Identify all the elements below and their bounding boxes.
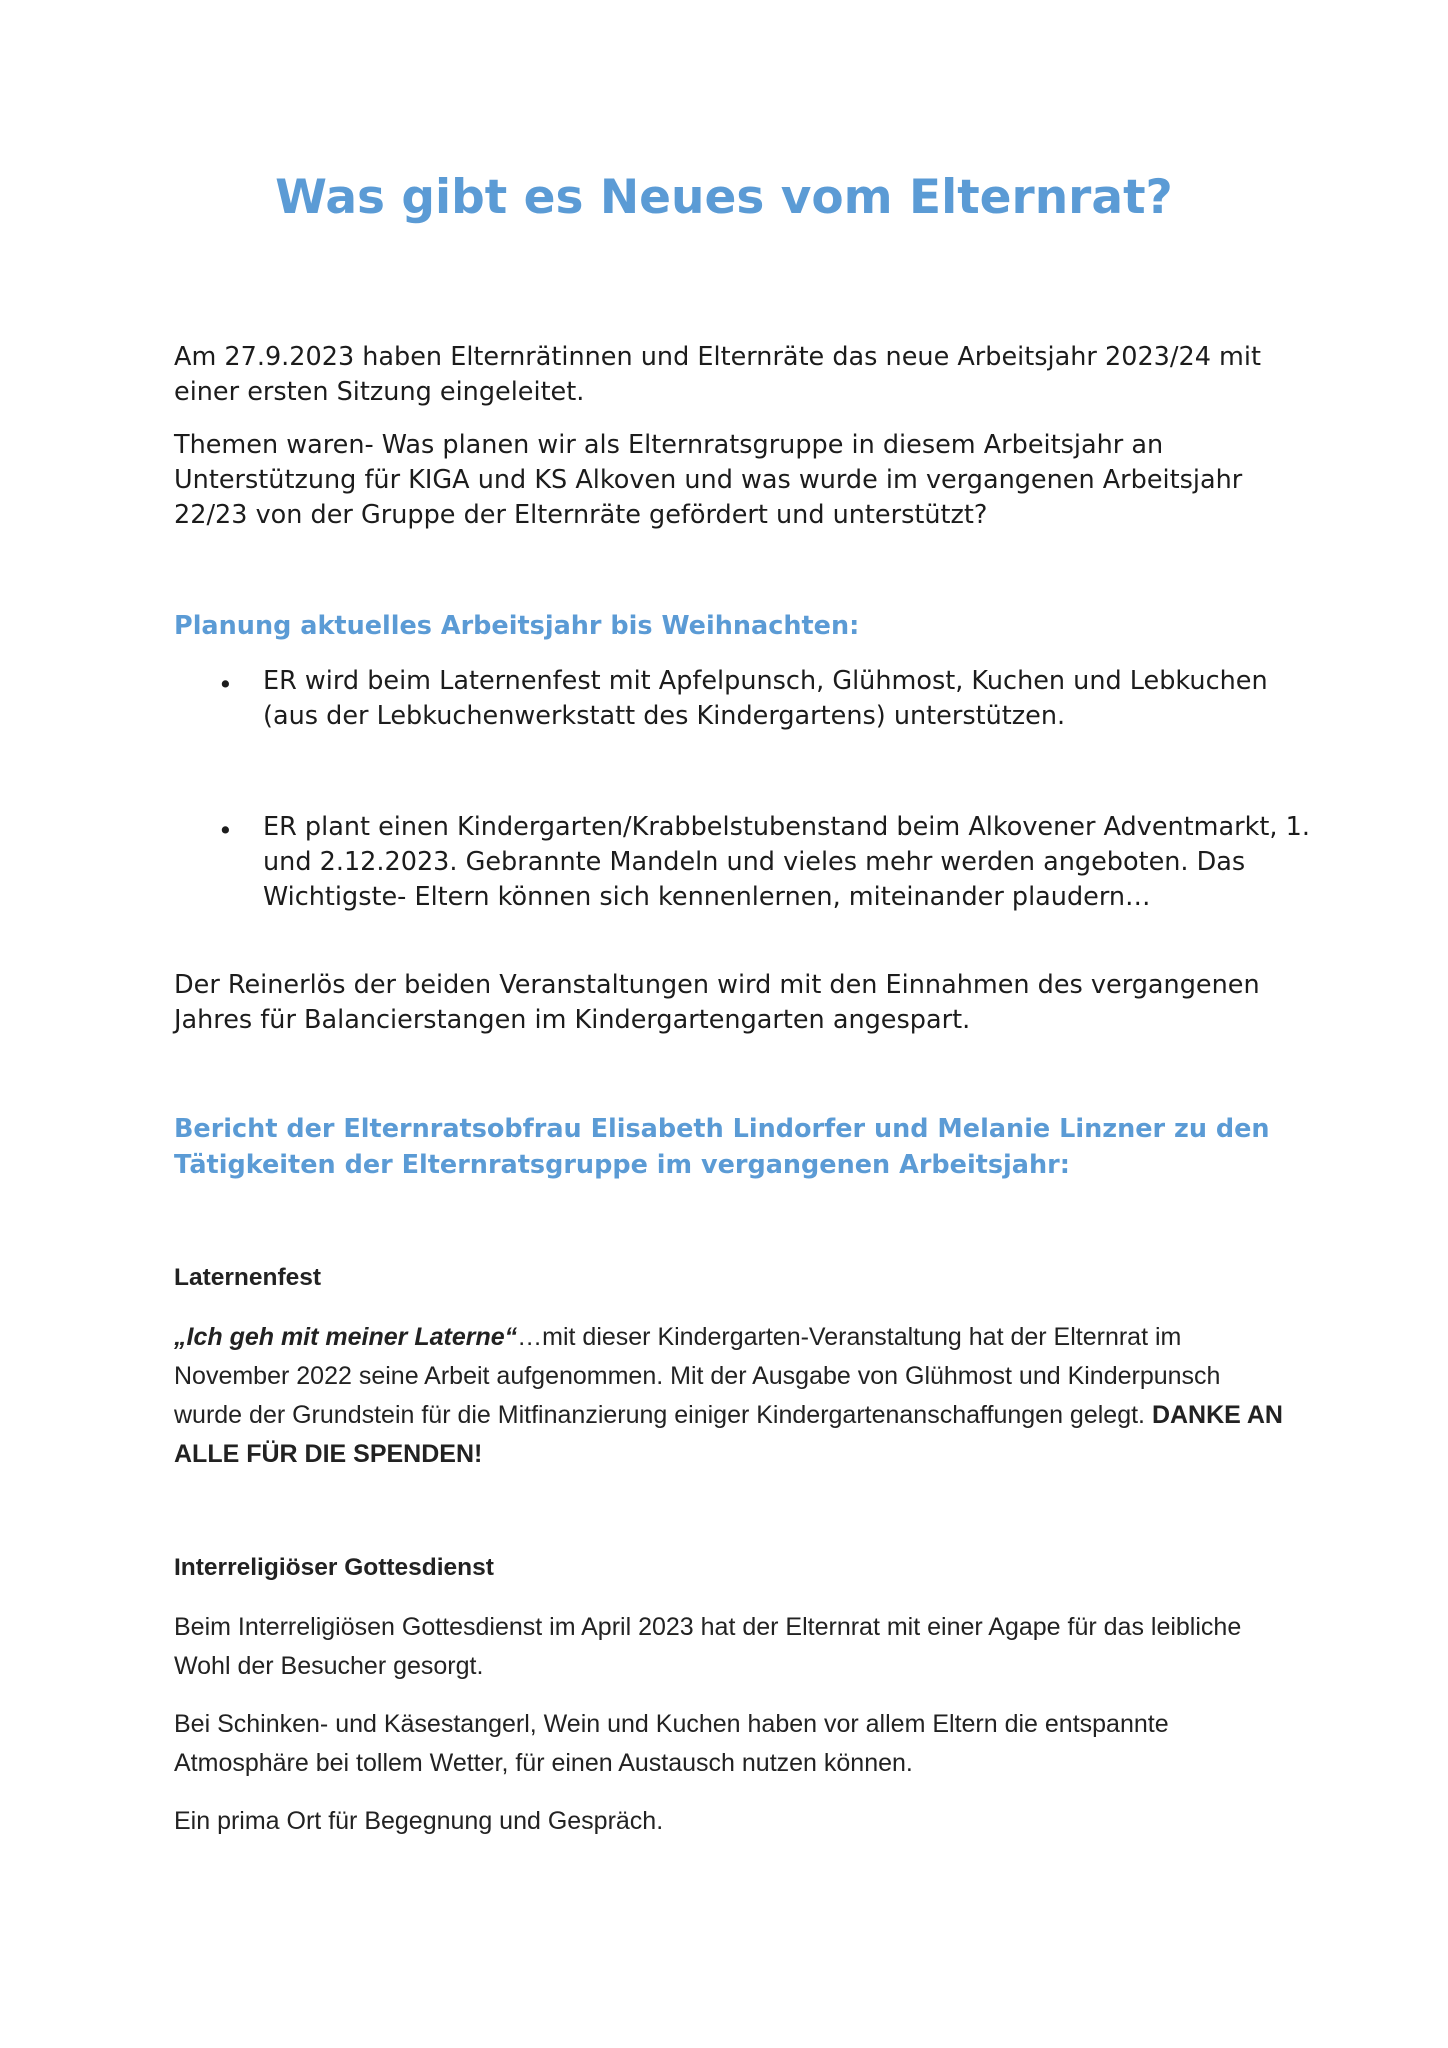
report-heading: Bericht der Elternratsobfrau Elisabeth Lindorfer und Melanie Linzner zu den Tätigkeiten der Elternratsgruppe im vergangenen Arbeitsjahr:: [174, 1114, 1270, 1180]
laternenfest-heading: Laternenfest: [174, 1264, 322, 1291]
bullet-icon: •: [218, 670, 233, 699]
laternenfest-quote: „Ich geh mit meiner Laterne“: [174, 1323, 518, 1351]
gottesdienst-paragraph-1: Beim Interreligiösen Gottesdienst im April 2023 hat der Elternrat mit einer Agape für das leibliche Wohl der Besucher gesorgt.: [174, 1613, 1242, 1680]
laternenfest-text: …mit dieser Kindergarten-Veranstaltung hat der Elternrat im November 2022 seine Arbeit aufgenommen. Mit der Ausgabe von Glühmost und Kinderpunsch wurde der Grundstein für die Mitfinanzierung einiger Kindergartenanschaffungen gelegt.: [174, 1323, 1221, 1429]
laternenfest-thanks: DANKE AN ALLE FÜR DIE SPENDEN!: [174, 1401, 1283, 1468]
planning-item-2: ER plant einen Kindergarten/Krabbelstubenstand beim Alkovener Adventmarkt, 1. und 2.12.2023. Gebrannte Mandeln und vieles mehr werden angeboten. Das Wichtigste- Eltern können sich kennenlernen, miteinander plaudern…: [263, 812, 1310, 912]
gottesdienst-paragraph-3: Ein prima Ort für Begegnung und Gespräch.: [174, 1807, 664, 1835]
gottesdienst-heading: Interreligiöser Gottesdienst: [174, 1554, 494, 1581]
planning-item-1: ER wird beim Laternenfest mit Apfelpunsch, Glühmost, Kuchen und Lebkuchen (aus der Lebkuchenwerkstatt des Kindergartens) unterstützen.: [263, 666, 1268, 731]
planning-summary: Der Reinerlös der beiden Veranstaltungen wird mit den Einnahmen des vergangenen Jahres für Balancierstangen im Kindergartengarten angespart.: [174, 970, 1260, 1035]
gottesdienst-paragraph-2: Bei Schinken- und Käsestangerl, Wein und Kuchen haben vor allem Eltern die entspannte Atmosphäre bei tollem Wetter, für einen Austausch nutzen können.: [174, 1710, 1169, 1777]
intro-paragraph-1: Am 27.9.2023 haben Elternrätinnen und Elternräte das neue Arbeitsjahr 2023/24 mit einer ersten Sitzung eingeleitet.: [174, 342, 1261, 407]
planning-heading: Planung aktuelles Arbeitsjahr bis Weihnachten:: [174, 611, 860, 641]
laternenfest-paragraph: [174, 1318, 1284, 1474]
bullet-icon: •: [218, 816, 233, 845]
page-title: Was gibt es Neues vom Elternrat?: [275, 170, 1173, 225]
intro-paragraph-2: Themen waren- Was planen wir als Elternratsgruppe in diesem Arbeitsjahr an Unterstützung für KIGA und KS Alkoven und was wurde im vergangenen Arbeitsjahr 22/23 von der Gruppe der Elternräte gefördert und unterstützt?: [174, 430, 1243, 530]
